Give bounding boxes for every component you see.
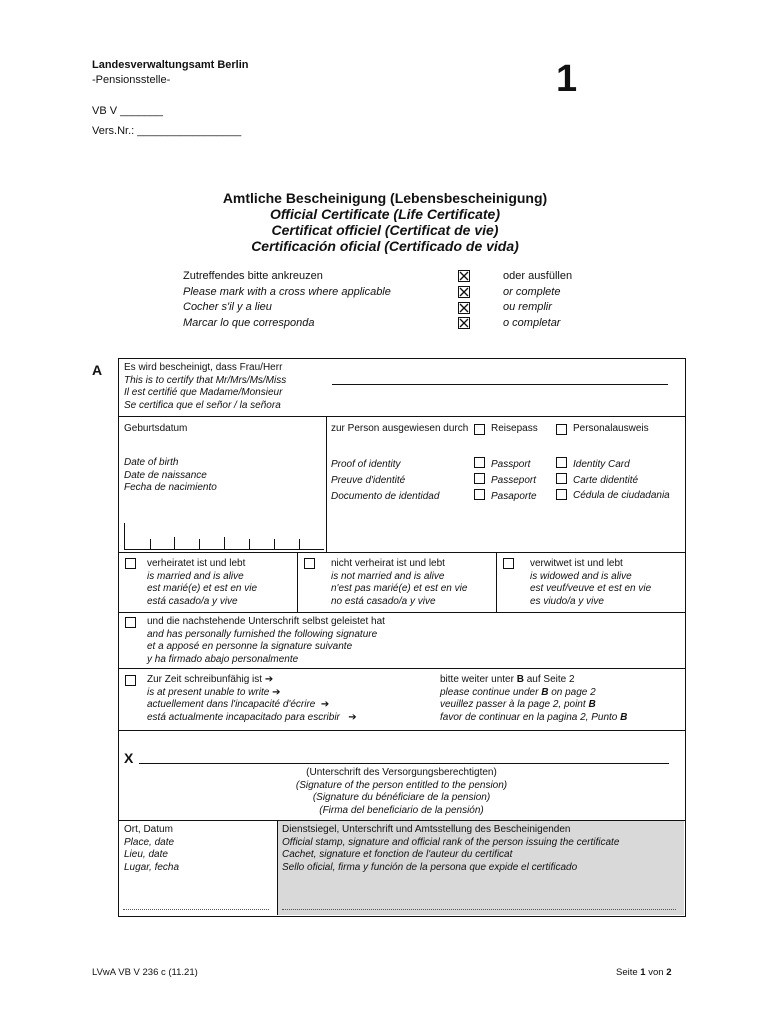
married-text bbox=[147, 558, 257, 608]
signature-given-en: and has personally furnished the following signature bbox=[147, 628, 378, 640]
page-prefix: Seite bbox=[616, 967, 641, 978]
row-divider bbox=[118, 416, 685, 417]
idcard-checkbox[interactable] bbox=[556, 457, 567, 468]
widowed-es: es viudo/a y vive bbox=[530, 595, 604, 607]
arrow-right-icon: ➔ bbox=[272, 686, 281, 698]
identity-en: Proof of identity bbox=[331, 459, 401, 470]
col-divider bbox=[297, 552, 298, 612]
continue-text bbox=[440, 674, 627, 724]
signature-caption-es: (Firma del beneficiario de la pensión) bbox=[319, 804, 484, 816]
section-label-a: A bbox=[92, 362, 103, 378]
unable-en: is at present unable to write bbox=[147, 686, 270, 698]
instruction-es: Marcar lo que corresponda bbox=[183, 316, 315, 329]
not-married-en: is not married and is alive bbox=[331, 570, 445, 582]
not-married-checkbox[interactable] bbox=[304, 558, 315, 569]
place-date-fr: Lieu, date bbox=[124, 849, 168, 861]
continue-en: please continue under bbox=[440, 686, 542, 698]
signature-input-line[interactable] bbox=[139, 763, 669, 764]
idcard-checkbox[interactable] bbox=[556, 489, 567, 500]
passport-checkbox[interactable] bbox=[474, 457, 485, 468]
title-block bbox=[0, 190, 770, 254]
name-input-line[interactable] bbox=[332, 384, 668, 385]
example-crossed-checkbox bbox=[458, 286, 470, 298]
identity-fr: Preuve d'identité bbox=[331, 475, 406, 486]
continue-de: bitte weiter unter bbox=[440, 674, 517, 685]
stamp-de: Dienstsiegel, Unterschrift und Amtsstellung des Bescheinigenden bbox=[282, 824, 571, 835]
page-current: 1 bbox=[640, 967, 646, 978]
widowed-fr: est veuf/veuve et est en vie bbox=[530, 583, 652, 595]
passport-fr: Passeport bbox=[491, 475, 537, 486]
place-date-en: Place, date bbox=[124, 836, 175, 848]
passport-en: Passport bbox=[491, 459, 531, 470]
signature-given-de: und die nachstehende Unterschrift selbst geleistet hat bbox=[147, 616, 385, 627]
birth-date-input[interactable] bbox=[124, 523, 324, 552]
versnr-field[interactable]: Vers.Nr.: _________________ bbox=[92, 125, 242, 137]
identity-label: zur Person ausgewiesen durch bbox=[331, 423, 469, 434]
instruction-right-fr: ou remplir bbox=[503, 301, 552, 314]
idcard-en: Identity Card bbox=[573, 459, 630, 470]
continue-bold: B bbox=[588, 699, 596, 711]
signature-caption-en: (Signature of the person entitled to the pension) bbox=[295, 779, 508, 791]
instructions-left bbox=[183, 269, 391, 331]
page-number-big: 1 bbox=[556, 58, 578, 100]
widowed-checkbox[interactable] bbox=[503, 558, 514, 569]
arrow-right-icon: ➔ bbox=[348, 711, 357, 723]
instruction-fr: Cocher s'il y a lieu bbox=[183, 301, 272, 314]
signature-given-fr: et a apposé en personne la signature suivante bbox=[147, 641, 353, 653]
authority-name: Landesverwaltungsamt Berlin bbox=[92, 59, 249, 71]
idcard-translations bbox=[573, 457, 673, 502]
continue-de-post: auf Seite 2 bbox=[523, 674, 575, 685]
married-de: verheiratet ist und lebt bbox=[147, 558, 246, 569]
signature-x-mark: X bbox=[124, 750, 134, 766]
title-en: Official Certificate (Life Certificate) bbox=[269, 206, 501, 222]
row-divider bbox=[118, 730, 685, 731]
idcard-checkbox[interactable] bbox=[556, 424, 567, 435]
instruction-en: Please mark with a cross where applicable bbox=[183, 285, 391, 298]
birth-es: Fecha de nacimiento bbox=[124, 482, 217, 494]
not-married-text bbox=[331, 558, 467, 608]
not-married-es: no está casado/a y vive bbox=[331, 595, 436, 607]
stamp-fr: Cachet, signature et fonction de l'auteur du certificat bbox=[282, 849, 513, 861]
stamp-labels bbox=[282, 824, 619, 874]
unable-es: está actualmente incapacitado para escribir bbox=[147, 711, 340, 723]
signature-given-text bbox=[147, 616, 385, 666]
form-id: LVwA VB V 236 c (11.21) bbox=[92, 967, 198, 978]
birth-en: Date of birth bbox=[124, 457, 179, 468]
married-fr: est marié(e) et est en vie bbox=[147, 583, 258, 595]
instruction-right-es: o completar bbox=[503, 316, 561, 329]
stamp-line bbox=[282, 909, 676, 910]
title-de: Amtliche Bescheinigung (Lebensbescheinigung) bbox=[222, 190, 548, 206]
stamp-es: Sello oficial, firma y función de la persona que expide el certificado bbox=[282, 861, 578, 873]
place-date-de: Ort, Datum bbox=[124, 824, 173, 835]
passport-checkbox[interactable] bbox=[474, 424, 485, 435]
widowed-text bbox=[530, 558, 651, 608]
place-date-es: Lugar, fecha bbox=[124, 861, 180, 873]
unable-text bbox=[147, 674, 357, 724]
identity-es: Documento de identidad bbox=[331, 491, 440, 502]
instruction-right-de: oder ausfüllen bbox=[503, 270, 573, 282]
idcard-fr: Carte didentité bbox=[573, 475, 639, 486]
arrow-right-icon: ➔ bbox=[320, 699, 330, 711]
unable-checkbox[interactable] bbox=[125, 675, 136, 686]
page-indicator bbox=[616, 967, 672, 978]
birth-fr: Date de naissance bbox=[124, 469, 207, 481]
birth-label: Geburtsdatum bbox=[124, 423, 188, 434]
instruction-de: Zutreffendes bitte ankreuzen bbox=[183, 270, 323, 282]
signature-given-checkbox[interactable] bbox=[125, 617, 136, 628]
continue-es: favor de continuar en la pagina 2, Punto bbox=[440, 711, 621, 723]
department-name: -Pensionsstelle- bbox=[92, 74, 171, 86]
idcard-checkbox[interactable] bbox=[556, 473, 567, 484]
continue-fr: veuillez passer à la page 2, point bbox=[440, 699, 589, 711]
continue-en-post: on page 2 bbox=[548, 686, 596, 698]
certify-es: Se certifica que el señor / la señora bbox=[124, 399, 281, 411]
certify-fr: Il est certifié que Madame/Monsieur bbox=[124, 387, 283, 399]
instructions-right bbox=[503, 269, 572, 331]
passport-checkbox[interactable] bbox=[474, 489, 485, 500]
row-divider bbox=[118, 668, 685, 669]
signature-given-es: y ha firmado abajo personalmente bbox=[147, 653, 299, 665]
continue-bold: B bbox=[516, 674, 524, 685]
passport-translations bbox=[491, 457, 537, 505]
widowed-en: is widowed and is alive bbox=[530, 570, 632, 582]
unable-fr: actuellement dans l'incapacité d'écrire bbox=[147, 699, 316, 711]
row-divider bbox=[118, 612, 685, 613]
certify-text bbox=[124, 362, 286, 412]
passport-es: Pasaporte bbox=[491, 491, 537, 502]
page-total: 2 bbox=[666, 967, 672, 978]
place-date-line bbox=[123, 909, 269, 910]
widowed-de: verwitwet ist und lebt bbox=[530, 558, 623, 569]
stamp-en: Official stamp, signature and official rank of the person issuing the certificate bbox=[282, 836, 620, 848]
passport-label: Reisepass bbox=[491, 423, 538, 434]
arrow-right-icon: ➔ bbox=[264, 674, 274, 685]
example-crossed-checkbox bbox=[458, 270, 470, 282]
married-en: is married and is alive bbox=[147, 570, 244, 582]
signature-caption-de: (Unterschrift des Versorgungsberechtigten) bbox=[306, 767, 497, 778]
col-divider bbox=[326, 416, 327, 552]
certify-en: This is to certify that Mr/Mrs/Ms/Miss bbox=[124, 374, 287, 386]
vbv-field[interactable]: VB V _______ bbox=[92, 105, 163, 117]
idcard-es: Cédula de ciudadania bbox=[573, 490, 670, 501]
identity-translations bbox=[331, 457, 439, 505]
married-checkbox[interactable] bbox=[125, 558, 136, 569]
example-crossed-checkbox bbox=[458, 302, 470, 314]
example-crossed-checkbox bbox=[458, 317, 470, 329]
married-es: está casado/a y vive bbox=[147, 595, 238, 607]
continue-bold: B bbox=[541, 686, 549, 698]
idcard-label: Personalausweis bbox=[573, 423, 649, 434]
stamp-cell[interactable] bbox=[278, 821, 684, 915]
unable-de: Zur Zeit schreibunfähig ist bbox=[147, 674, 263, 685]
place-date-labels bbox=[124, 824, 179, 874]
signature-caption-fr: (Signature du bénéficiare de la pension) bbox=[312, 792, 491, 804]
page-mid: von bbox=[645, 967, 667, 978]
birth-translations bbox=[124, 457, 217, 495]
title-es: Certificación oficial (Certificado de vida) bbox=[251, 238, 519, 254]
place-date-cell[interactable] bbox=[119, 821, 277, 915]
signature-captions bbox=[118, 767, 685, 817]
passport-checkbox[interactable] bbox=[474, 473, 485, 484]
not-married-de: nicht verheirat ist und lebt bbox=[331, 558, 445, 569]
row-divider bbox=[118, 552, 685, 553]
col-divider bbox=[496, 552, 497, 612]
continue-bold: B bbox=[620, 711, 628, 723]
title-fr: Certificat officiel (Certificat de vie) bbox=[271, 222, 499, 238]
not-married-fr: n'est pas marié(e) et est en vie bbox=[331, 583, 468, 595]
instruction-right-en: or complete bbox=[503, 285, 561, 298]
certify-de: Es wird bescheinigt, dass Frau/Herr bbox=[124, 362, 283, 373]
